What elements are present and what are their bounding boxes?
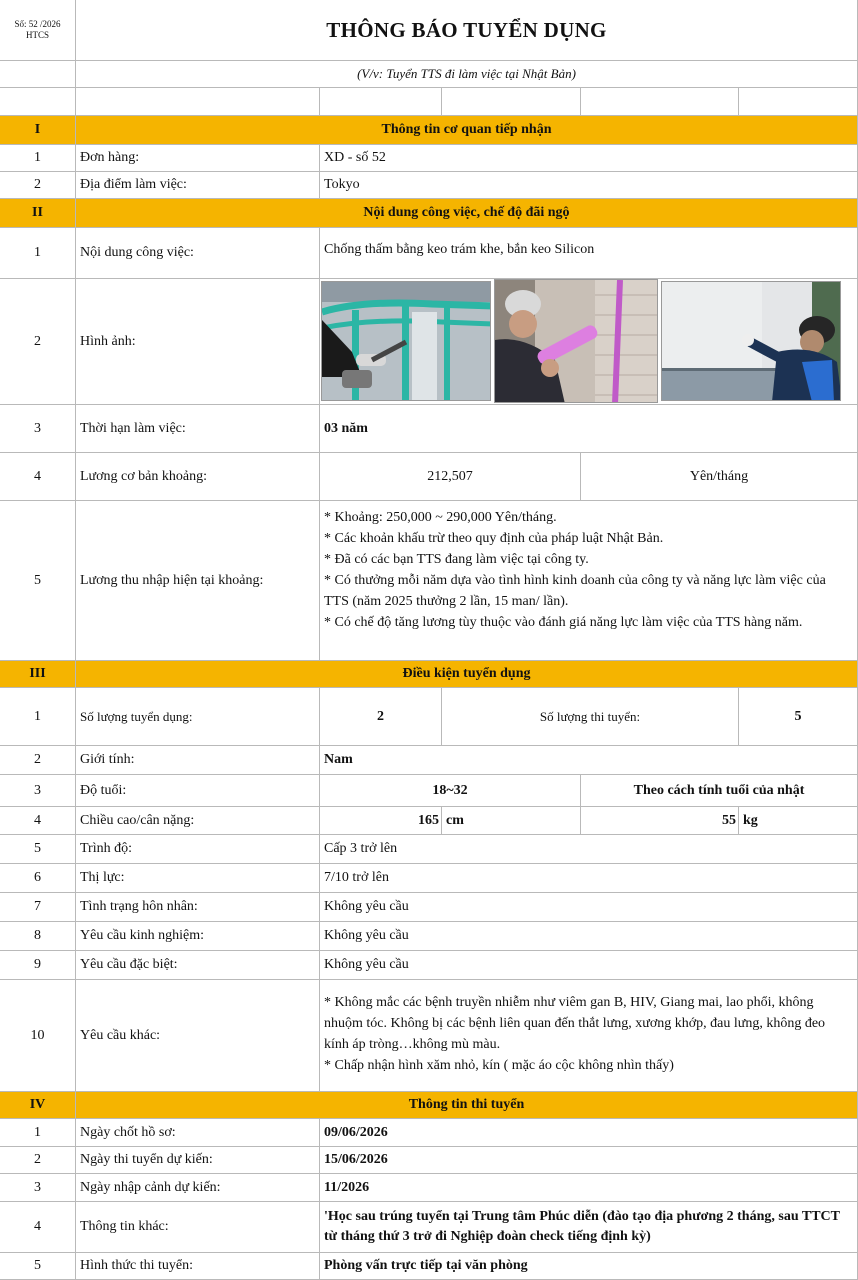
doc-number-cell bbox=[0, 0, 76, 61]
section-number: III bbox=[0, 661, 76, 688]
empty-cell bbox=[76, 88, 320, 116]
row-number: 7 bbox=[0, 893, 76, 922]
section-title: Thông tin cơ quan tiếp nhận bbox=[76, 116, 858, 145]
income-line: * Có thưởng mỗi năm dựa vào tình hình kinh doanh của công ty và năng lực làm việc của TTS (năm 2025 thưởng 2 lần, 15 man/ lần). bbox=[324, 573, 826, 609]
row-number: 1 bbox=[0, 688, 76, 746]
row-number: 9 bbox=[0, 951, 76, 980]
page-title: THÔNG BÁO TUYỂN DỤNG bbox=[326, 17, 607, 42]
income-line: * Đã có các bạn TTS đang làm việc tại công ty. bbox=[324, 552, 589, 567]
field-value: Nam bbox=[320, 746, 858, 775]
subtitle-cell bbox=[76, 61, 858, 88]
income-line: * Khoảng: 250,000 ~ 290,000 Yên/tháng. bbox=[324, 510, 557, 525]
field-label: Hình thức thi tuyển: bbox=[76, 1253, 320, 1280]
empty-cell bbox=[739, 88, 858, 116]
row-number: 10 bbox=[0, 980, 76, 1092]
row-number: 2 bbox=[0, 746, 76, 775]
images-cell bbox=[320, 279, 858, 405]
field-label: Thời hạn làm việc: bbox=[76, 405, 320, 453]
field-label: Chiều cao/cân nặng: bbox=[76, 807, 320, 835]
row-number: 3 bbox=[0, 1174, 76, 1202]
field-label: Thông tin khác: bbox=[76, 1202, 320, 1253]
field-value: Không yêu cầu bbox=[320, 893, 858, 922]
field-label: Lương cơ bản khoảng: bbox=[76, 453, 320, 501]
row-number: 1 bbox=[0, 145, 76, 172]
row-number: 3 bbox=[0, 775, 76, 807]
requirement-line: * Không mắc các bệnh truyền nhiễm như viêm gan B, HIV, Giang mai, lao phổi, không nhuộm tóc. Không bị các bệnh liên quan đến thắt lưng, xương khớp, đau lưng, không đeo kính áp tròng…không mù màu. bbox=[324, 995, 826, 1052]
field-value: 11/2026 bbox=[320, 1174, 858, 1202]
field-label: Ngày thi tuyển dự kiến: bbox=[76, 1147, 320, 1174]
title-cell bbox=[76, 0, 858, 61]
row-number: 4 bbox=[0, 453, 76, 501]
field-label: Yêu cầu khác: bbox=[76, 980, 320, 1092]
other-requirements bbox=[320, 980, 858, 1092]
doc-number: Số: 52 /2026 bbox=[14, 19, 61, 29]
row-number: 4 bbox=[0, 807, 76, 835]
row-number: 6 bbox=[0, 864, 76, 893]
exam-quantity: 5 bbox=[739, 688, 858, 746]
row-number: 4 bbox=[0, 1202, 76, 1253]
section-title: Nội dung công việc, chế độ đãi ngộ bbox=[76, 199, 858, 228]
field-label: Yêu cầu đặc biệt: bbox=[76, 951, 320, 980]
field-label: Ngày chốt hồ sơ: bbox=[76, 1119, 320, 1147]
weight-unit: kg bbox=[739, 807, 858, 835]
field-label: Số lượng tuyển dụng: bbox=[76, 688, 320, 746]
row-number: 1 bbox=[0, 1119, 76, 1147]
salary-unit: Yên/tháng bbox=[581, 453, 858, 501]
empty-cell bbox=[0, 61, 76, 88]
field-value: Phòng vấn trực tiếp tại văn phòng bbox=[320, 1253, 858, 1280]
page-subtitle: (V/v: Tuyển TTS đi làm việc tại Nhật Bản) bbox=[357, 66, 576, 81]
height-value: 165 bbox=[320, 807, 442, 835]
field-label: Nội dung công việc: bbox=[76, 228, 320, 279]
income-line: * Có chế độ tăng lương tùy thuộc vào đánh giá năng lực làm việc của TTS hàng năm. bbox=[324, 615, 803, 630]
income-line: * Các khoản khấu trừ theo quy định của pháp luật Nhật Bản. bbox=[324, 531, 664, 546]
row-number: 8 bbox=[0, 922, 76, 951]
field-label: Tình trạng hôn nhân: bbox=[76, 893, 320, 922]
field-value: Tokyo bbox=[320, 172, 858, 199]
field-value: 09/06/2026 bbox=[320, 1119, 858, 1147]
empty-cell bbox=[320, 88, 442, 116]
work-photo-3 bbox=[661, 281, 841, 401]
empty-cell bbox=[581, 88, 739, 116]
issuer: HTCS bbox=[25, 30, 49, 40]
income-details bbox=[320, 501, 858, 661]
row-number: 3 bbox=[0, 405, 76, 453]
field-label: Hình ảnh: bbox=[76, 279, 320, 405]
row-number: 5 bbox=[0, 501, 76, 661]
section-number: I bbox=[0, 116, 76, 145]
age-range: 18~32 bbox=[320, 775, 581, 807]
field-label: Đơn hàng: bbox=[76, 145, 320, 172]
field-label: Yêu cầu kinh nghiệm: bbox=[76, 922, 320, 951]
field-label: Độ tuổi: bbox=[76, 775, 320, 807]
recruit-quantity: 2 bbox=[320, 688, 442, 746]
row-number: 5 bbox=[0, 835, 76, 864]
salary-value: 212,507 bbox=[320, 453, 581, 501]
height-unit: cm bbox=[442, 807, 581, 835]
work-photo-2 bbox=[494, 279, 658, 403]
field-value: Không yêu cầu bbox=[320, 922, 858, 951]
field-value: 03 năm bbox=[320, 405, 858, 453]
section-number: IV bbox=[0, 1092, 76, 1119]
field-label: Thị lực: bbox=[76, 864, 320, 893]
section-title: Thông tin thi tuyển bbox=[76, 1092, 858, 1119]
field-value: Chống thấm bằng keo trám khe, bắn keo Silicon bbox=[320, 228, 858, 279]
field-value: XD - số 52 bbox=[320, 145, 858, 172]
row-number: 2 bbox=[0, 172, 76, 199]
section-title: Điều kiện tuyển dụng bbox=[76, 661, 858, 688]
row-number: 2 bbox=[0, 1147, 76, 1174]
empty-cell bbox=[442, 88, 581, 116]
work-photo-1 bbox=[321, 281, 491, 401]
field-label: Ngày nhập cảnh dự kiến: bbox=[76, 1174, 320, 1202]
field-value: 7/10 trở lên bbox=[320, 864, 858, 893]
field-label: Lương thu nhập hiện tại khoảng: bbox=[76, 501, 320, 661]
field-label: Giới tính: bbox=[76, 746, 320, 775]
row-number: 2 bbox=[0, 279, 76, 405]
section-number: II bbox=[0, 199, 76, 228]
age-note: Theo cách tính tuổi của nhật bbox=[581, 775, 858, 807]
row-number: 5 bbox=[0, 1253, 76, 1280]
field-value: Cấp 3 trở lên bbox=[320, 835, 858, 864]
weight-value: 55 bbox=[581, 807, 739, 835]
field-label: Địa điểm làm việc: bbox=[76, 172, 320, 199]
row-number: 1 bbox=[0, 228, 76, 279]
requirement-line: * Chấp nhận hình xăm nhỏ, kín ( mặc áo cộc không nhìn thấy) bbox=[324, 1058, 674, 1073]
field-value: Không yêu cầu bbox=[320, 951, 858, 980]
empty-cell bbox=[0, 88, 76, 116]
field-value: 15/06/2026 bbox=[320, 1147, 858, 1174]
field-label: Trình độ: bbox=[76, 835, 320, 864]
field-value: 'Học sau trúng tuyển tại Trung tâm Phúc diễn (đào tạo địa phương 2 tháng, sau TTCT từ tháng thứ 3 trở đi Nghiệp đoàn check tiếng định kỳ) bbox=[320, 1202, 858, 1253]
exam-quantity-label: Số lượng thi tuyển: bbox=[442, 688, 739, 746]
